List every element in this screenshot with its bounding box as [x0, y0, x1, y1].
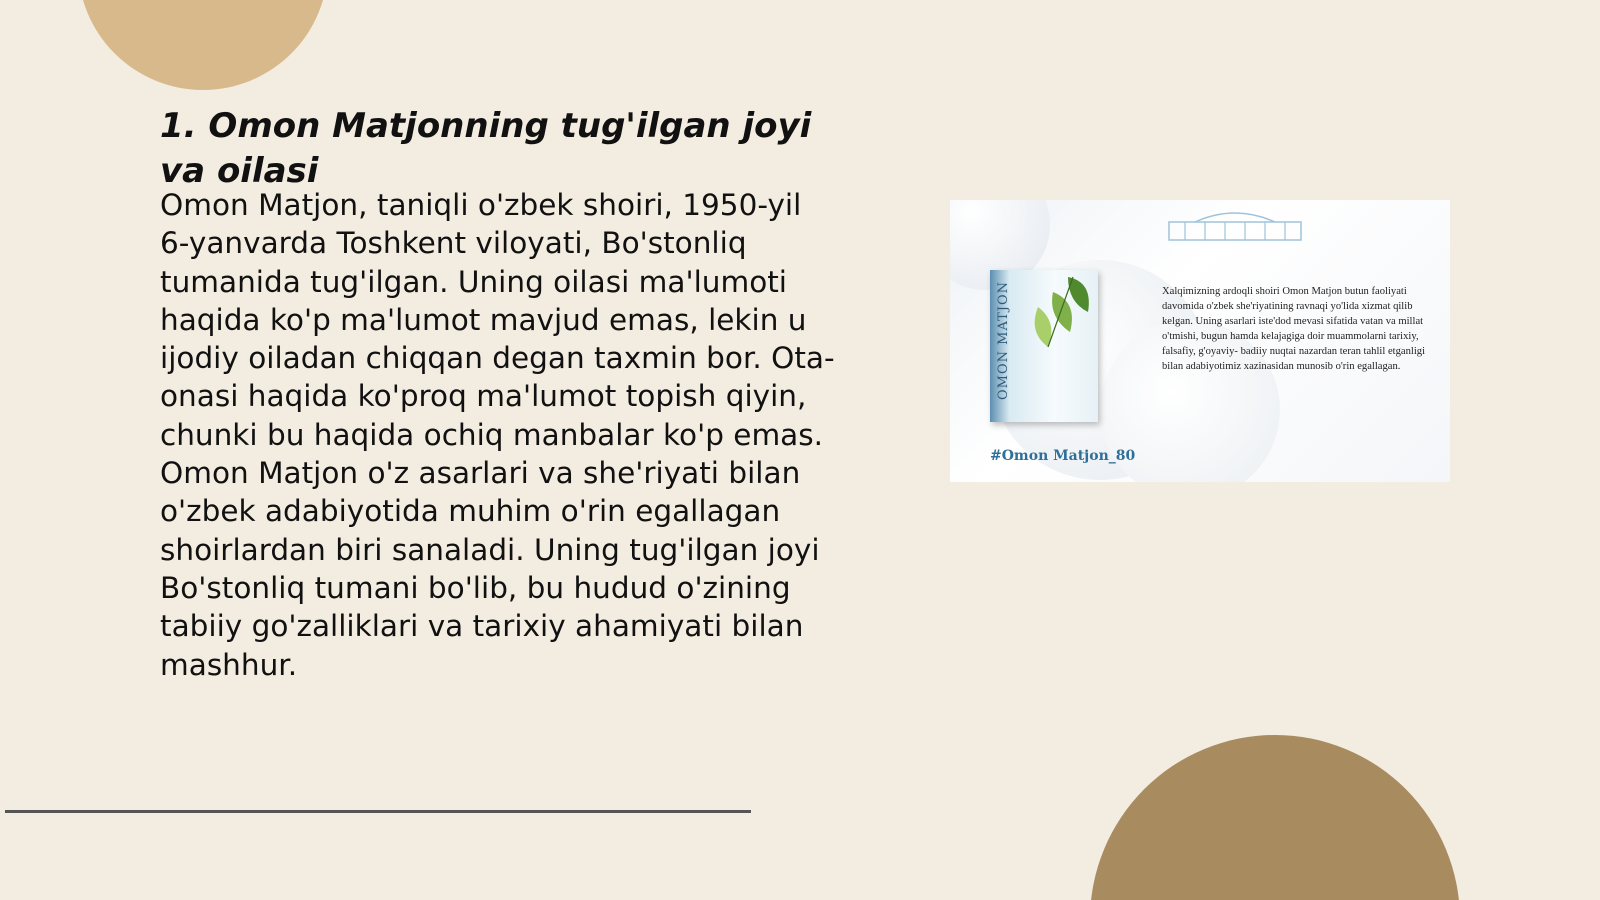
slide-body-text: Omon Matjon, taniqli o'zbek shoiri, 1950-yil 6-yanvarda Toshkent viloyati, Bo'stonliq tumanida tug'ilgan. Uning oilasi ma'lumoti haqida ko'p ma'lumot mavjud emas, lekin u ijodiy oiladan chiqqan degan taxmin bor. Ota-onasi haqida ko'proq ma'lumot topish qiyin, chunki bu haqida ochiq manbalar ko'p emas. Omon Matjon o'z asarlari va she'riyati bilan o'zbek adabiyotida muhim o'rin egallagan shoirlardan biri sanaladi. Uning tug'ilgan joyi Bo'stonliq tumani bo'lib, bu hudud o'zining tabiiy go'zalliklari va tarixiy ahamiyati bilan mashhur.: [160, 188, 835, 682]
book-title-text: OMON MATJON: [996, 280, 1011, 400]
image-caption: Xalqimizning ardoqli shoiri Omon Matjon butun faoliyati davomida o'zbek she'riyatining ravnaqi yo'lida xizmat qilib kelgan. Uning asarlari iste'dod mevasi sifatida vatan va millat o'tmishi, bugun hamda kelajagiga doir muammolarni tarixiy, falsafiy, g'oyaviy- badiiy nuqtai nazardan teran tahlil etganligi bilan adabiyotimiz xazinasidan munosib o'rin egallagan.: [1162, 286, 1426, 372]
divider-line: [5, 810, 751, 813]
poet-book-image: [950, 200, 1450, 482]
slide-title: 1. Omon Matjonning tug'ilgan joyi va oilasi: [160, 106, 812, 191]
decorative-circle-bottom: [1090, 735, 1460, 900]
decorative-circle-top: [78, 0, 328, 90]
image-hashtag: #Omon Matjon_80: [990, 448, 1136, 464]
building-logo-icon: [1165, 208, 1305, 244]
leaves-icon: [1008, 272, 1098, 352]
